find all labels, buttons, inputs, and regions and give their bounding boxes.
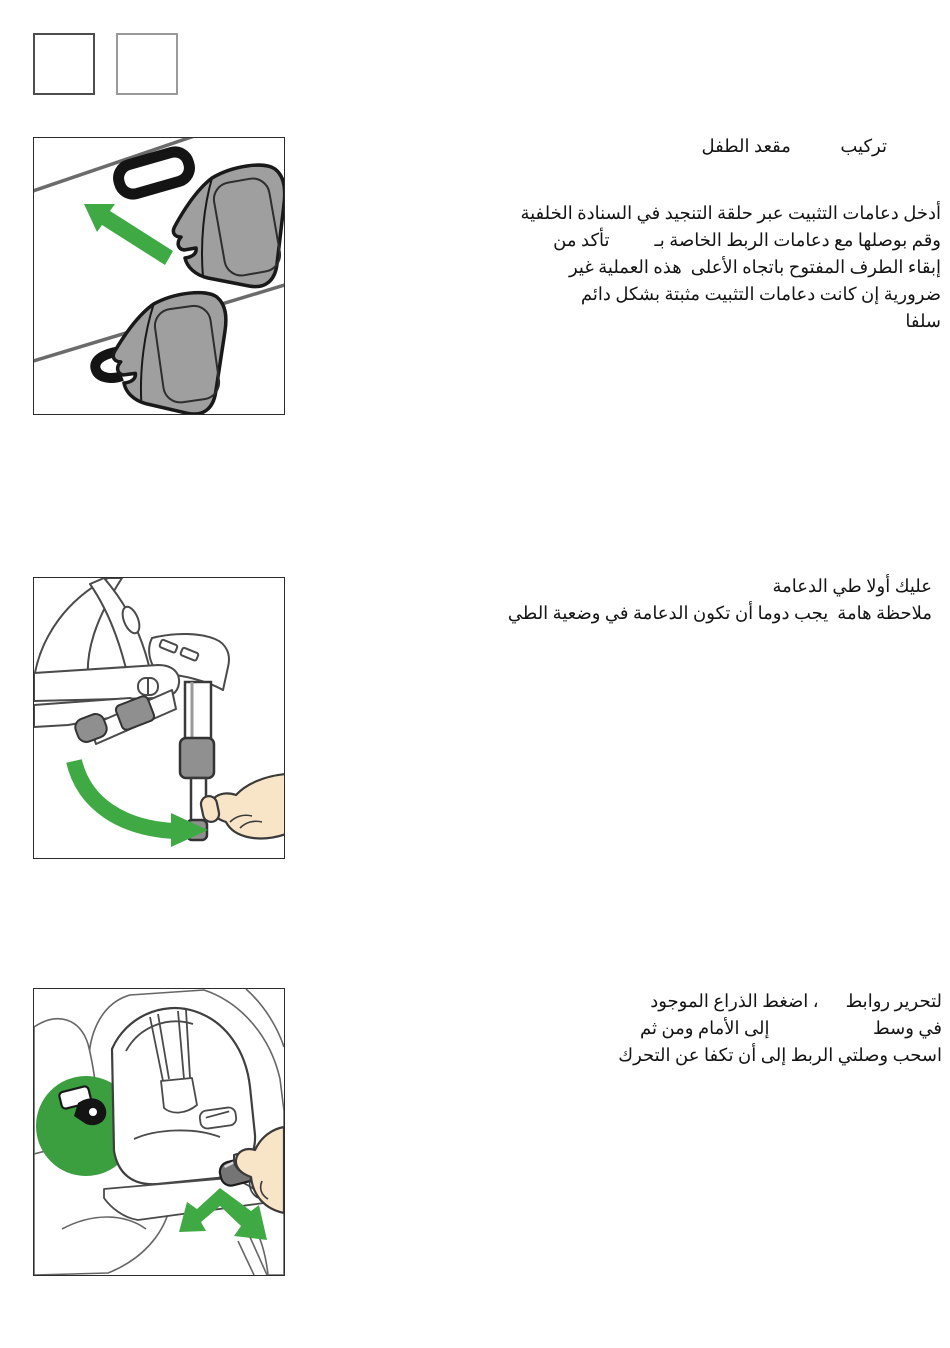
seat-handle-band: [90, 578, 150, 677]
green-arrow-icon: [84, 204, 173, 265]
fold-leg-paragraph: [508, 573, 932, 627]
text-line: لتحرير روابط ، اضغط الذراع الموجود: [650, 991, 942, 1011]
support-leg-fold-illustration: [33, 577, 285, 859]
marker-box-2: [116, 33, 178, 95]
marker-box-1: [33, 33, 95, 95]
connector-release-illustration: [33, 988, 285, 1276]
text-line: سلفا: [905, 311, 941, 331]
text-line: اسحب وصلتي الربط إلى أن تكفا عن التحرك: [618, 1045, 942, 1065]
harness-buckle: [161, 1078, 197, 1113]
tether-webbing-loop: [115, 149, 192, 198]
text-line: ملاحظة هامة يجب دوما أن تكون الدعامة في وضعية الطي: [507, 603, 932, 623]
text-line: ضرورية إن كانت دعامات التثبيت مثبتة بشكل دائم: [580, 284, 941, 304]
anchor-guide-lower: [111, 290, 226, 414]
text-line: في وسط إلى الأمام ومن ثم: [639, 1018, 942, 1038]
release-connectors-paragraph: [618, 988, 942, 1069]
belt-guide: [199, 1107, 237, 1130]
support-leg-lines: [238, 1241, 254, 1275]
section-heading-install-child-seat: تركيب مقعد الطفل: [701, 136, 887, 156]
leg-clamp: [180, 738, 214, 778]
text-line: إبقاء الطرف المفتوح باتجاه الأعلى هذه العملية غير: [568, 257, 941, 277]
green-curved-arrow-icon: [74, 761, 174, 831]
anchor-guide-upper: [173, 165, 284, 287]
text-line: عليك أولا طي الدعامة: [772, 576, 932, 596]
text-line: وقم بوصلها مع دعامات الربط الخاصة بـ تأكد من: [553, 230, 941, 250]
hand: [199, 774, 284, 838]
anchor-guides-illustration: [33, 137, 285, 415]
install-instructions-paragraph: [520, 200, 941, 335]
text-line: أدخل دعامات التثبيت عبر حلقة التنجيد في السنادة الخلفية: [520, 203, 941, 223]
